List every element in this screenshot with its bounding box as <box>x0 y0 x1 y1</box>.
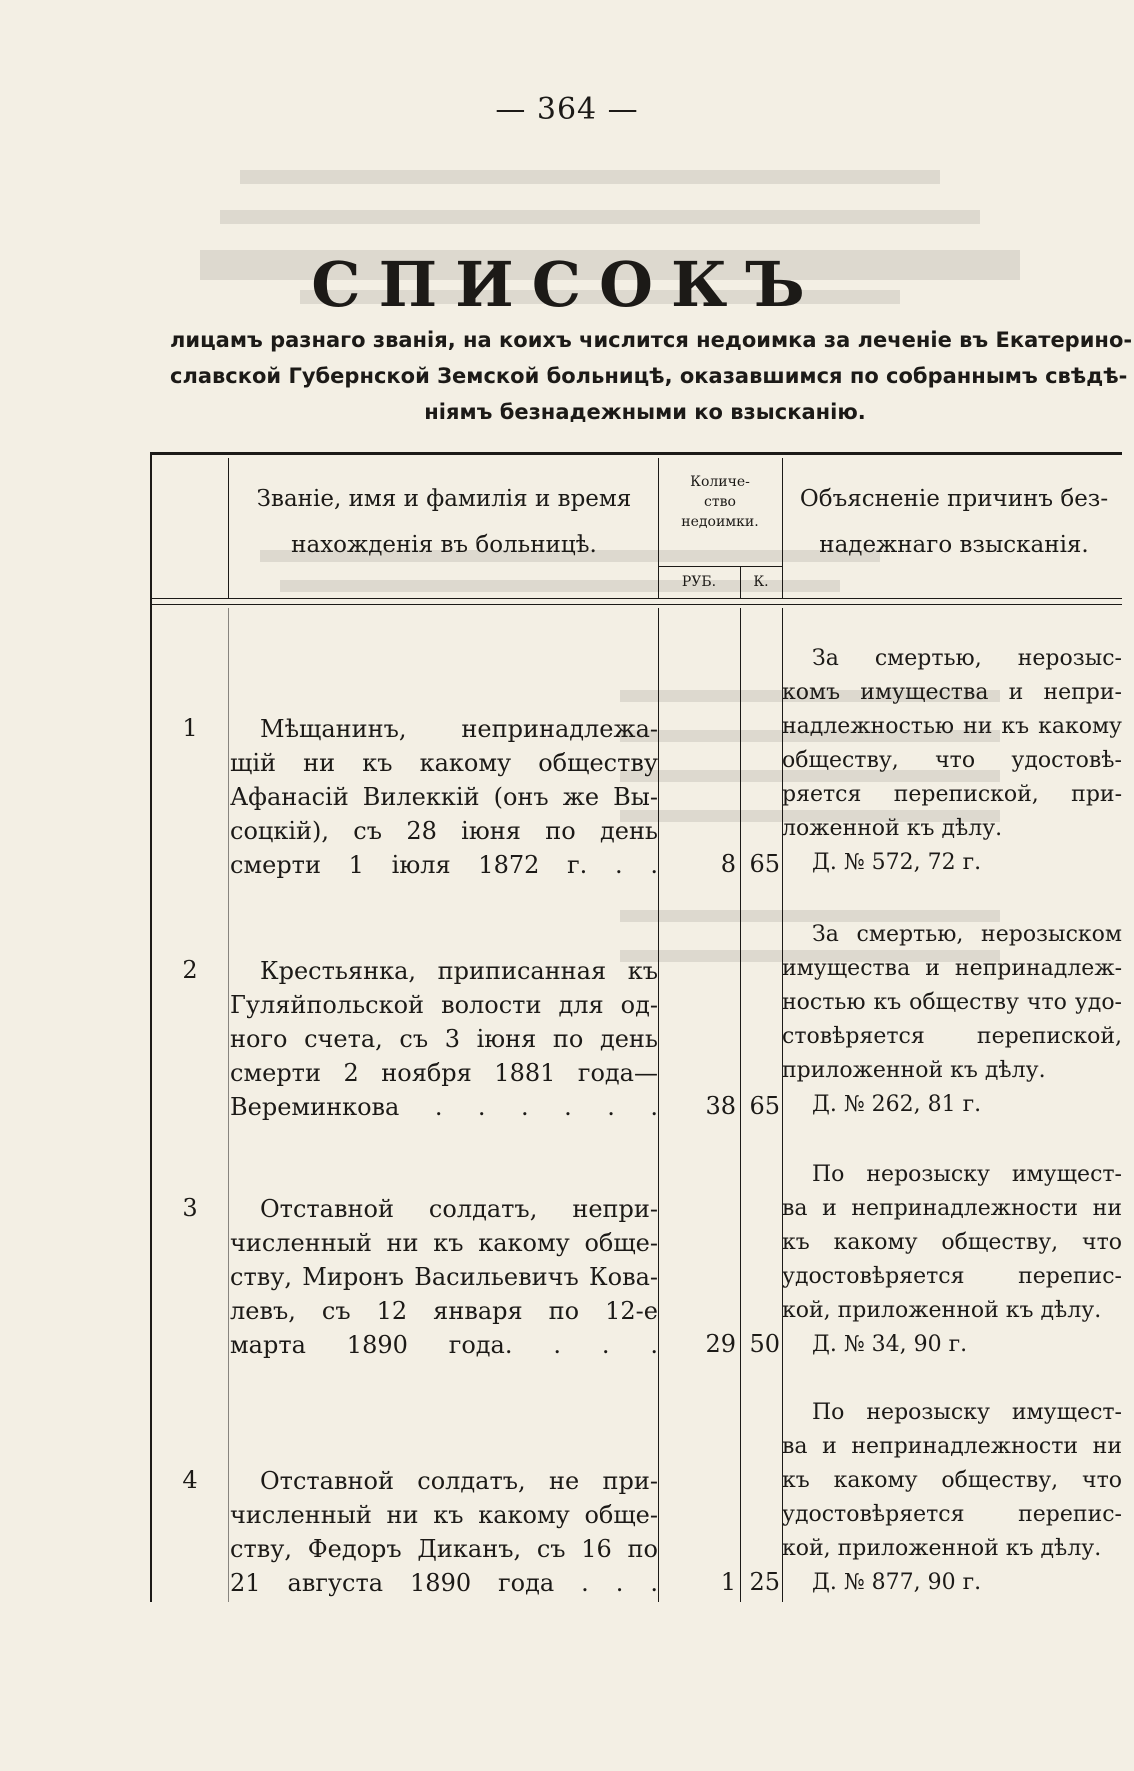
desc-line: ству, Миронъ Васильевичъ Кова- <box>230 1263 658 1291</box>
row-reason <box>782 1396 1122 1600</box>
reason-line: кой, приложенной къ дѣлу. <box>782 1298 1102 1323</box>
header-amount-line2: ство <box>704 494 736 510</box>
case-reference: Д. № 572, 72 г. <box>812 850 982 875</box>
amount-header-divider <box>658 566 782 567</box>
column-rule <box>658 608 659 1602</box>
amount-rub: 8 <box>720 850 736 878</box>
reason-line: За смертью, нерозыском <box>812 922 1122 947</box>
row-reason <box>782 1158 1122 1362</box>
arrears-table <box>150 452 1122 1602</box>
reason-line: удостовѣряется перепис- <box>782 1264 1122 1289</box>
desc-line: Крестьянка, приписанная къ <box>260 957 658 985</box>
reason-line: къ какому обществу, что <box>782 1468 1122 1493</box>
desc-line: Отставной солдатъ, непри- <box>260 1195 658 1223</box>
row-reason <box>782 642 1122 880</box>
column-rule <box>740 608 741 1602</box>
desc-line: Вереминкова . . . . . . <box>230 1093 658 1121</box>
amount-rub: 1 <box>720 1568 736 1596</box>
reason-line: приложенной къ дѣлу. <box>782 1058 1046 1083</box>
case-reference: Д. № 34, 90 г. <box>812 1332 968 1357</box>
desc-line: ству, Федоръ Диканъ, съ 16 по <box>230 1535 658 1563</box>
desc-line: марта 1890 года. . . . <box>230 1331 658 1359</box>
desc-line: левъ, съ 12 января по 12-е <box>230 1297 658 1325</box>
reason-line: комъ имущества и непри- <box>782 680 1122 705</box>
row-description <box>230 1464 658 1600</box>
header-rub: РУБ. <box>681 574 717 590</box>
case-reference: Д. № 877, 90 г. <box>812 1570 982 1595</box>
desc-line: Мѣщанинъ, непринадлежа- <box>260 715 658 743</box>
desc-line: Афанасій Вилеккій (онъ же Вы- <box>230 783 658 811</box>
row-number: 2 <box>182 956 198 984</box>
reason-line: За смертью, нерозыс- <box>812 646 1122 671</box>
desc-line: ного счета, съ 3 іюня по день <box>230 1025 658 1053</box>
table-left-edge <box>150 452 152 1602</box>
document-subtitle <box>170 322 1133 430</box>
reason-line: ложенной къ дѣлу. <box>782 816 1003 841</box>
reason-line: стовѣряется перепиской, <box>782 1024 1122 1049</box>
reason-line: ва и непринадлежности ни <box>782 1196 1122 1221</box>
column-rule <box>228 608 229 1602</box>
header-amount-line3: недоимки. <box>681 514 759 530</box>
desc-line: численный ни къ какому обще- <box>230 1501 658 1529</box>
reason-line: надлежностью ни къ какому <box>782 714 1122 739</box>
desc-line: смерти 2 ноября 1881 года— <box>230 1059 658 1087</box>
desc-line: щій ни къ какому обществу <box>230 749 658 777</box>
header-reason <box>786 480 1122 564</box>
desc-line: смерти 1 іюля 1872 г. . . <box>230 851 658 879</box>
desc-line: Гуляйпольской волости для од- <box>230 991 658 1019</box>
reason-line: имущества и непринадлеж- <box>782 956 1122 981</box>
row-number: 3 <box>182 1194 198 1222</box>
header-description-line1: Званіе, имя и фамилія и время <box>256 486 632 512</box>
reason-line: ностью къ обществу что удо- <box>782 990 1122 1015</box>
desc-line: Отставной солдатъ, не при- <box>260 1467 658 1495</box>
amount-rub: 38 <box>705 1092 736 1120</box>
amount-kop: 65 <box>749 850 780 878</box>
row-description <box>230 954 658 1124</box>
amount-kop: 25 <box>749 1568 780 1596</box>
reason-line: ряется перепиской, при- <box>782 782 1122 807</box>
row-number: 4 <box>182 1466 198 1494</box>
desc-line: 21 августа 1890 года . . . <box>230 1569 658 1597</box>
reason-line: обществу, что удостовѣ- <box>782 748 1122 773</box>
column-rule <box>228 458 229 598</box>
reason-line: По нерозыску имущест- <box>812 1162 1122 1187</box>
header-amount-line1: Количе- <box>690 474 750 490</box>
amount-kop: 50 <box>749 1330 780 1358</box>
page-number: — 364 — <box>495 92 639 127</box>
amount-kop: 65 <box>749 1092 780 1120</box>
subtitle-line: славской Губернской Земской больницѣ, оказавшимся по собраннымъ свѣдѣ- <box>170 364 1128 388</box>
header-reason-line1: Объясненіе причинъ без- <box>799 486 1109 512</box>
amount-rub: 29 <box>705 1330 736 1358</box>
reason-line: По нерозыску имущест- <box>812 1400 1122 1425</box>
row-description <box>230 1192 658 1362</box>
header-description-line2: нахожденія въ больницѣ. <box>291 532 597 558</box>
row-number: 1 <box>182 714 198 742</box>
subtitle-line: лицамъ разнаго званія, на коихъ числится недоимка за леченіе въ Екатерино- <box>170 328 1133 352</box>
header-description <box>230 480 658 564</box>
reason-line: кой, приложенной къ дѣлу. <box>782 1536 1102 1561</box>
desc-line: численный ни къ какому обще- <box>230 1229 658 1257</box>
header-bottom-rule <box>150 598 1122 599</box>
table-top-rule <box>150 452 1122 455</box>
header-reason-line2: надежнаго взысканія. <box>819 532 1089 558</box>
row-reason <box>782 918 1122 1122</box>
row-description <box>230 712 658 882</box>
column-rule <box>782 458 783 598</box>
subtitle-line: ніямъ безнадежными ко взысканію. <box>424 400 866 424</box>
desc-line: соцкій), съ 28 іюня по день <box>230 817 658 845</box>
case-reference: Д. № 262, 81 г. <box>812 1092 982 1117</box>
header-kop: К. <box>753 574 769 590</box>
header-bottom-rule-2 <box>150 604 1122 605</box>
document-title: СПИСОКЪ <box>311 248 823 321</box>
reason-line: къ какому обществу, что <box>782 1230 1122 1255</box>
reason-line: удостовѣряется перепис- <box>782 1502 1122 1527</box>
reason-line: ва и непринадлежности ни <box>782 1434 1122 1459</box>
header-amount <box>658 472 782 532</box>
